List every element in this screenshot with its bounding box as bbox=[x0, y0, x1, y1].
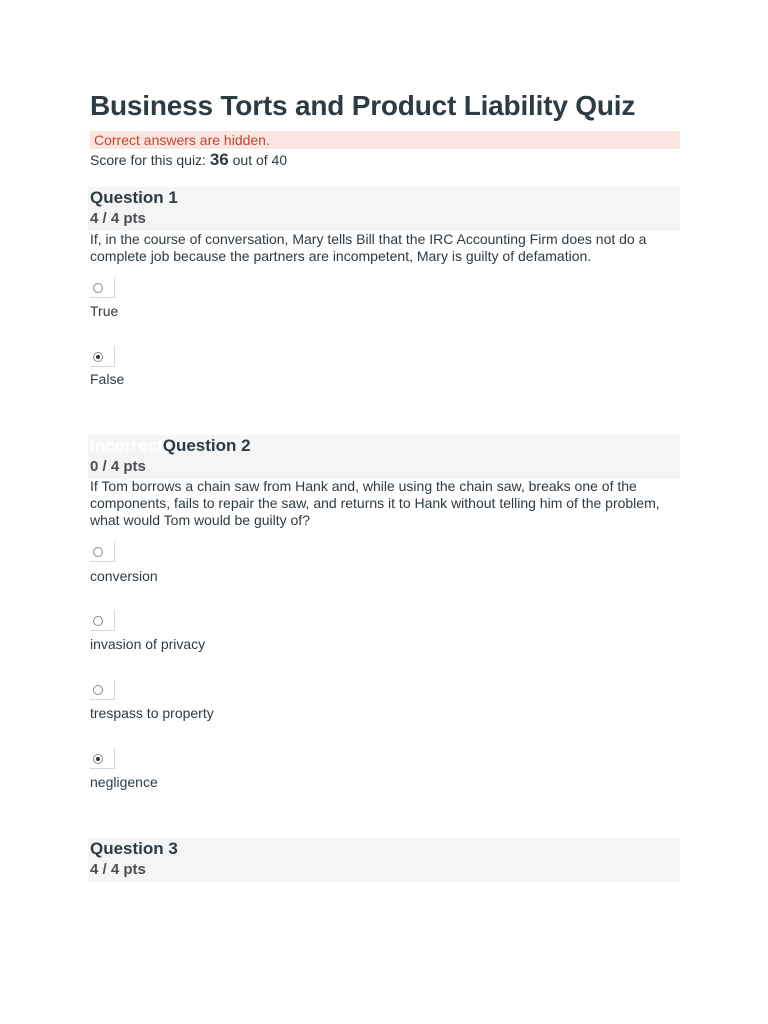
question-2-answer-4-radio[interactable] bbox=[90, 748, 115, 769]
radio-selected-icon bbox=[93, 352, 103, 362]
radio-unselected-icon bbox=[93, 616, 103, 626]
question-2-answer-2-radio[interactable] bbox=[90, 610, 115, 631]
radio-selected-icon bbox=[93, 754, 103, 764]
question-2-answer-3-label: trespass to property bbox=[90, 705, 214, 721]
question-1-answer-1-radio[interactable] bbox=[90, 277, 115, 298]
question-2-answer-4-label: negligence bbox=[90, 774, 158, 790]
question-2-title-text: Question 2 bbox=[162, 436, 251, 455]
question-1-header bbox=[88, 187, 680, 231]
question-2-title bbox=[90, 436, 251, 456]
quiz-score bbox=[90, 150, 287, 170]
question-3-header bbox=[88, 838, 680, 882]
question-2-answer-2-label: invasion of privacy bbox=[90, 636, 206, 652]
score-suffix: out of 40 bbox=[228, 152, 288, 168]
question-3-points: 4 / 4 pts bbox=[90, 861, 146, 878]
score-prefix: Score for this quiz: bbox=[90, 152, 210, 168]
question-1-title-text: Question 1 bbox=[90, 188, 178, 207]
quiz-title: Business Torts and Product Liability Quiz bbox=[90, 90, 636, 121]
question-2-answer-1-label: conversion bbox=[90, 568, 158, 584]
question-1-text: If, in the course of conversation, Mary tells Bill that the IRC Accounting Firm does not do a complete job because the partners are incompetent, Mary is guilty of defamation. bbox=[90, 231, 647, 264]
question-1-title bbox=[90, 188, 178, 208]
question-2-incorrect-badge: Incorrect bbox=[90, 436, 163, 455]
question-2-answer-1-radio[interactable] bbox=[90, 541, 115, 562]
radio-unselected-icon bbox=[93, 547, 103, 557]
question-2-points: 0 / 4 pts bbox=[90, 458, 146, 475]
radio-unselected-icon bbox=[93, 283, 103, 293]
question-1-points: 4 / 4 pts bbox=[90, 210, 146, 227]
question-1-answer-1-label: True bbox=[90, 303, 119, 319]
question-1-answer-2-label: False bbox=[90, 371, 125, 387]
correct-answers-hidden-notice: Correct answers are hidden. bbox=[90, 131, 680, 149]
question-2-answer-3-radio[interactable] bbox=[90, 679, 115, 700]
question-2-header bbox=[88, 435, 680, 479]
question-3-title-text: Question 3 bbox=[90, 839, 178, 858]
question-2-text: If Tom borrows a chain saw from Hank and, while using the chain saw, breaks one of the components, fails to repair the saw, and returns it to Hank without telling him of the problem, what would Tom would be guilty of? bbox=[90, 478, 660, 528]
score-value: 36 bbox=[209, 150, 229, 169]
question-1-answer-2-radio[interactable] bbox=[90, 346, 115, 367]
question-3-title bbox=[90, 839, 178, 859]
radio-unselected-icon bbox=[93, 685, 103, 695]
